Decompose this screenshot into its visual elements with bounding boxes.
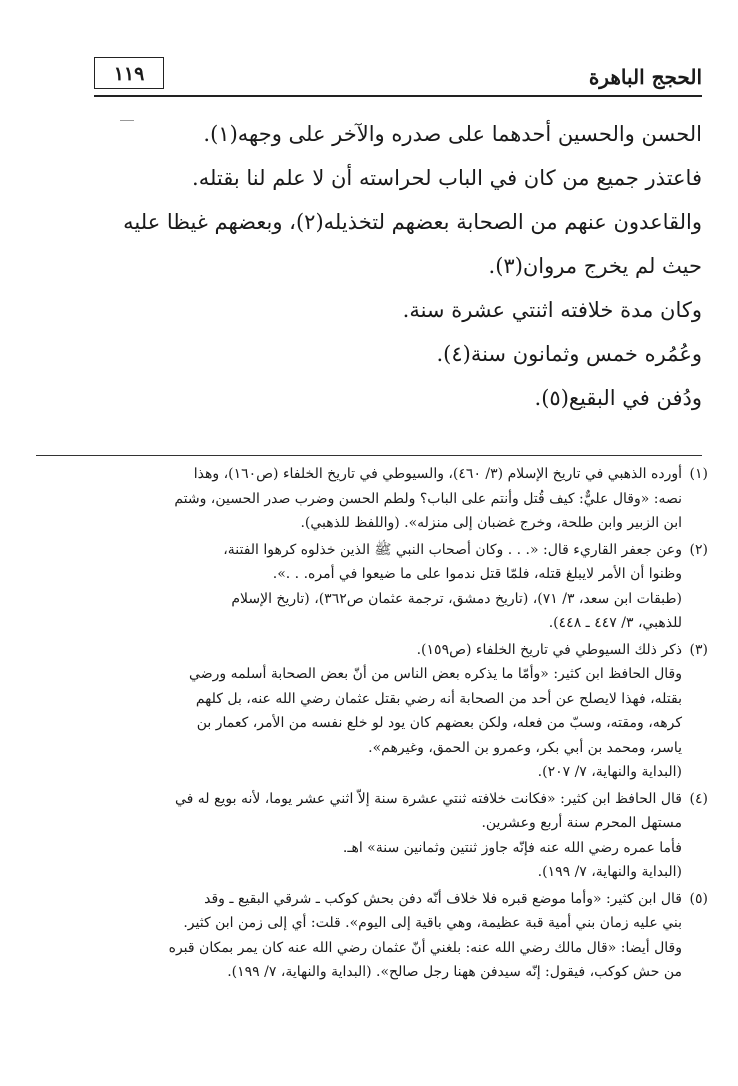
page-title: الحجج الباهرة [588, 65, 702, 89]
body-line: وعُمُره خمس وثمانون سنة(٤). [436, 342, 702, 366]
footnote-line: قال الحافظ ابن كثير: «فكانت خلافته ثنتي عشرة سنة إلاّ اثني عشر يوما، لأنه بويع له في [174, 790, 682, 807]
page-number: ١١٩ [94, 57, 164, 89]
footnote-line: (طبقات ابن سعد، ٣/ ٧١)، (تاريخ دمشق، ترجمة عثمان ص٣٦٢)، (تاريخ الإسلام [231, 590, 682, 607]
body-paragraph [62, 332, 702, 376]
footnote-number: (٥) [689, 890, 708, 907]
footnote-line: وقال الحافظ ابن كثير: «وأمّا ما يذكره بعض الناس من أنّ بعض الصحابة أسلمه ورضي [189, 666, 682, 682]
body-line: فاعتذر جميع من كان في الباب لحراسته أن لا علم لنا بقتله. [192, 166, 702, 190]
footnote-line: بقتله، فهذا لايصلح عن أحد من الصحابة أنه رضي بقتل عثمان رضي الله عنه، بل كلهم [195, 690, 682, 707]
header-rule [94, 95, 702, 97]
footnote [36, 887, 708, 985]
footnote [36, 787, 708, 885]
footnote-separator [36, 455, 702, 456]
main-text [62, 112, 702, 420]
footnote-line: وعن جعفر القاريء قال: «. . . وكان أصحاب النبي ﷺ الذين خذلوه كرهوا الفتنة، [223, 541, 682, 558]
body-line: الحسن والحسين أحدهما على صدره والآخر على وجهه(١). [203, 122, 702, 146]
footnote-line: نصه: «وقال عليٌّ: كيف قُتل وأنتم على الباب؟ ولطم الحسن وضرب صدر الحسين، وشتم [174, 490, 682, 507]
footnote-line: كرهه، ومقته، وسبّ من فعله، ولكن بعضهم كان يود لو خلع نفسه من الأمر، كعمار بن [196, 715, 682, 731]
body-paragraph [62, 156, 702, 200]
footnote [36, 538, 708, 636]
footnote-line: أورده الذهبي في تاريخ الإسلام (٣/ ٤٦٠)، والسيوطي في تاريخ الخلفاء (ص١٦٠)، وهذا [193, 466, 682, 482]
body-line: وكان مدة خلافته اثنتي عشرة سنة. [402, 298, 702, 322]
footnote-line: وقال أيضا: «قال مالك رضي الله عنه: بلغني أنّ عثمان رضي الله عنه كان يمر بمكان قبره [168, 939, 682, 956]
body-paragraph [62, 112, 702, 156]
body-paragraph [62, 200, 702, 288]
footnote-line: من حش كوكب، فيقول: إنّه سيدفن ههنا رجل صالح». (البداية والنهاية، ٧/ ١٩٩). [227, 964, 682, 980]
footnote [36, 638, 708, 785]
footnote-line: ذكر ذلك السيوطي في تاريخ الخلفاء (ص١٥٩). [416, 641, 682, 658]
footnote-number: (٣) [689, 641, 708, 658]
body-line: ودُفن في البقيع(٥). [534, 386, 702, 410]
footnote-number: (٢) [689, 541, 708, 558]
body-line: حيث لم يخرج مروان(٣). [488, 254, 702, 278]
footnote-line: قال ابن كثير: «وأما موضع قبره فلا خلاف أنّه دفن بحش كوكب ـ شرقي البقيع ـ وقد [204, 890, 682, 907]
footnote-line: (البداية والنهاية، ٧/ ٢٠٧). [537, 764, 682, 780]
footnote-line: فأما عمره رضي الله عنه فإنّه جاوز ثنتين وثمانين سنة» اهـ. [342, 839, 682, 856]
footnote-line: (البداية والنهاية، ٧/ ١٩٩). [537, 864, 682, 880]
footnote-line: بني عليه زمان بني أمية قبة عظيمة، وهي باقية إلى اليوم». قلت: أي إلى زمن ابن كثير. [183, 915, 682, 931]
footnote [36, 462, 708, 536]
body-line: والقاعدون عنهم من الصحابة بعضهم لتخذيله(٢)، وبعضهم غيظا عليه [123, 210, 702, 234]
body-paragraph [62, 288, 702, 332]
footnote-number: (١) [689, 466, 708, 482]
footnote-number: (٤) [689, 790, 708, 807]
body-paragraph [62, 376, 702, 420]
running-header [94, 57, 702, 97]
footnote-line: ابن الزبير وابن طلحة، وخرج غضبان إلى منزله». (واللفظ للذهبي). [300, 515, 682, 531]
footnote-line: مستهل المحرم سنة أربع وعشرين. [481, 815, 682, 831]
footnote-line: للذهبي، ٣/ ٤٤٧ ـ ٤٤٨). [548, 615, 682, 631]
footnote-line: ياسر، ومحمد بن أبي بكر، وعمرو بن الحمق، وغيرهم». [368, 739, 682, 756]
footnote-line: وظنوا أن الأمر لايبلغ قتله، فلمّا قتل ندموا على ما ضيعوا في أمره. . .». [272, 566, 682, 582]
footnotes [36, 462, 708, 987]
